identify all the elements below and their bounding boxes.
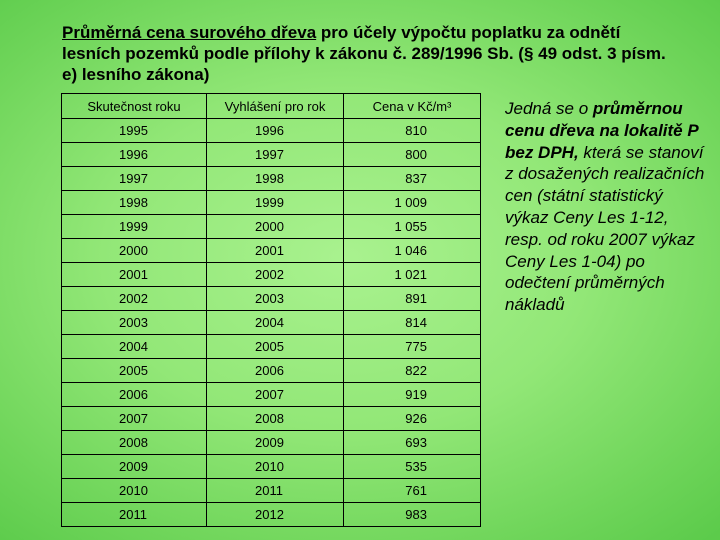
table-row xyxy=(62,455,481,479)
cell-year: 1995 xyxy=(62,119,207,143)
cell-price: 837 xyxy=(344,167,481,191)
cell-price: 814 xyxy=(344,311,481,335)
header-year: Skutečnost roku xyxy=(62,94,207,119)
cell-year: 2006 xyxy=(62,383,207,407)
table-row xyxy=(62,143,481,167)
cell-announced: 2002 xyxy=(207,263,344,287)
cell-announced: 1996 xyxy=(207,119,344,143)
header-price: Cena v Kč/m³ xyxy=(344,94,481,119)
table-row xyxy=(62,359,481,383)
cell-price: 1 009 xyxy=(344,191,481,215)
table-row xyxy=(62,407,481,431)
table-row xyxy=(62,383,481,407)
cell-year: 2005 xyxy=(62,359,207,383)
table-row xyxy=(62,335,481,359)
cell-announced: 1997 xyxy=(207,143,344,167)
cell-price: 775 xyxy=(344,335,481,359)
cell-year: 2009 xyxy=(62,455,207,479)
cell-year: 1996 xyxy=(62,143,207,167)
cell-announced: 2012 xyxy=(207,503,344,527)
cell-price: 891 xyxy=(344,287,481,311)
cell-year: 2011 xyxy=(62,503,207,527)
note-part2: která se stanoví z dosažených realizačních cen (státní statistický výkaz Ceny Les 1-12, resp. od roku 2007 výkaz Ceny Les 1-04) po odečtení průměrných nákladů xyxy=(505,142,705,315)
cell-announced: 1999 xyxy=(207,191,344,215)
cell-year: 1999 xyxy=(62,215,207,239)
price-table xyxy=(61,93,481,527)
note-part1: Jedná se o xyxy=(505,99,593,118)
cell-announced: 2003 xyxy=(207,287,344,311)
table-row xyxy=(62,167,481,191)
cell-price: 1 021 xyxy=(344,263,481,287)
table-body xyxy=(62,119,481,527)
cell-announced: 2009 xyxy=(207,431,344,455)
cell-year: 2004 xyxy=(62,335,207,359)
table-row xyxy=(62,119,481,143)
cell-announced: 2011 xyxy=(207,479,344,503)
cell-announced: 2008 xyxy=(207,407,344,431)
table-header-row xyxy=(62,94,481,119)
cell-price: 535 xyxy=(344,455,481,479)
table-row xyxy=(62,215,481,239)
table-row xyxy=(62,239,481,263)
table-row xyxy=(62,479,481,503)
table-row xyxy=(62,191,481,215)
table-row xyxy=(62,263,481,287)
cell-year: 2010 xyxy=(62,479,207,503)
cell-price: 761 xyxy=(344,479,481,503)
cell-year: 2002 xyxy=(62,287,207,311)
cell-price: 822 xyxy=(344,359,481,383)
table-row xyxy=(62,287,481,311)
cell-announced: 2007 xyxy=(207,383,344,407)
cell-announced: 2004 xyxy=(207,311,344,335)
explanation-note xyxy=(505,98,710,316)
cell-price: 983 xyxy=(344,503,481,527)
cell-announced: 2010 xyxy=(207,455,344,479)
cell-price: 926 xyxy=(344,407,481,431)
table-row xyxy=(62,311,481,335)
cell-announced: 2000 xyxy=(207,215,344,239)
cell-year: 1998 xyxy=(62,191,207,215)
cell-year: 2007 xyxy=(62,407,207,431)
cell-price: 810 xyxy=(344,119,481,143)
cell-announced: 2005 xyxy=(207,335,344,359)
cell-price: 1 055 xyxy=(344,215,481,239)
cell-announced: 1998 xyxy=(207,167,344,191)
cell-year: 1997 xyxy=(62,167,207,191)
table-row xyxy=(62,503,481,527)
cell-price: 919 xyxy=(344,383,481,407)
cell-price: 693 xyxy=(344,431,481,455)
cell-year: 2003 xyxy=(62,311,207,335)
cell-price: 800 xyxy=(344,143,481,167)
page-title xyxy=(62,22,672,85)
cell-year: 2001 xyxy=(62,263,207,287)
cell-price: 1 046 xyxy=(344,239,481,263)
header-announced: Vyhlášení pro rok xyxy=(207,94,344,119)
title-rest: pro účely výpočtu poplatku za odnětí lesních pozemků podle přílohy k zákonu č. 289/1996 Sb. (§ 49 odst. 3 písm. e) lesního zákona) xyxy=(62,23,666,84)
table-row xyxy=(62,431,481,455)
cell-year: 2008 xyxy=(62,431,207,455)
cell-announced: 2001 xyxy=(207,239,344,263)
title-underlined: Průměrná cena surového dřeva xyxy=(62,23,317,42)
cell-announced: 2006 xyxy=(207,359,344,383)
cell-year: 2000 xyxy=(62,239,207,263)
note-bold: průměrnou cenu dřeva na lokalitě P bez DPH, xyxy=(505,99,699,162)
